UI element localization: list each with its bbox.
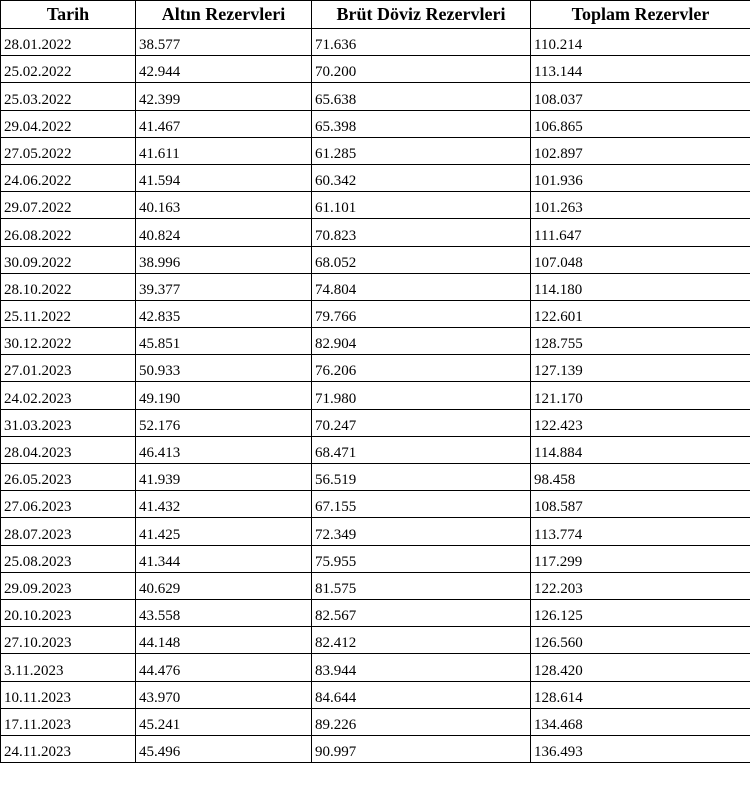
cell-gold-reserves: 42.944 bbox=[136, 56, 312, 83]
table-row bbox=[1, 164, 750, 191]
cell-total-reserves: 98.458 bbox=[531, 464, 750, 491]
cell-gross-fx-reserves: 83.944 bbox=[312, 654, 531, 681]
table-row bbox=[1, 355, 750, 382]
cell-date: 30.12.2022 bbox=[1, 328, 136, 355]
cell-gross-fx-reserves: 79.766 bbox=[312, 300, 531, 327]
cell-total-reserves: 126.125 bbox=[531, 599, 750, 626]
cell-gold-reserves: 43.558 bbox=[136, 599, 312, 626]
header-date: Tarih bbox=[1, 1, 136, 29]
cell-gross-fx-reserves: 67.155 bbox=[312, 491, 531, 518]
cell-gross-fx-reserves: 70.200 bbox=[312, 56, 531, 83]
header-row bbox=[1, 1, 750, 29]
table-row bbox=[1, 56, 750, 83]
header-total-reserves: Toplam Rezervler bbox=[531, 1, 750, 29]
cell-date: 27.05.2022 bbox=[1, 137, 136, 164]
cell-date: 10.11.2023 bbox=[1, 681, 136, 708]
cell-gold-reserves: 38.577 bbox=[136, 29, 312, 56]
cell-gold-reserves: 52.176 bbox=[136, 409, 312, 436]
cell-gold-reserves: 38.996 bbox=[136, 246, 312, 273]
cell-gross-fx-reserves: 65.638 bbox=[312, 83, 531, 110]
header-gross-fx-reserves: Brüt Döviz Rezervleri bbox=[312, 1, 531, 29]
cell-gross-fx-reserves: 71.980 bbox=[312, 382, 531, 409]
cell-gross-fx-reserves: 81.575 bbox=[312, 572, 531, 599]
cell-total-reserves: 108.037 bbox=[531, 83, 750, 110]
cell-total-reserves: 102.897 bbox=[531, 137, 750, 164]
cell-date: 28.07.2023 bbox=[1, 518, 136, 545]
cell-total-reserves: 101.936 bbox=[531, 164, 750, 191]
cell-gross-fx-reserves: 82.904 bbox=[312, 328, 531, 355]
cell-gold-reserves: 41.467 bbox=[136, 110, 312, 137]
cell-date: 25.02.2022 bbox=[1, 56, 136, 83]
table-body bbox=[1, 29, 750, 763]
table-row bbox=[1, 654, 750, 681]
cell-date: 28.01.2022 bbox=[1, 29, 136, 56]
cell-total-reserves: 122.601 bbox=[531, 300, 750, 327]
cell-date: 24.11.2023 bbox=[1, 735, 136, 762]
cell-gold-reserves: 43.970 bbox=[136, 681, 312, 708]
cell-gross-fx-reserves: 75.955 bbox=[312, 545, 531, 572]
cell-total-reserves: 107.048 bbox=[531, 246, 750, 273]
cell-gold-reserves: 39.377 bbox=[136, 273, 312, 300]
cell-gold-reserves: 42.399 bbox=[136, 83, 312, 110]
cell-date: 17.11.2023 bbox=[1, 708, 136, 735]
cell-date: 25.08.2023 bbox=[1, 545, 136, 572]
cell-total-reserves: 128.420 bbox=[531, 654, 750, 681]
cell-total-reserves: 122.423 bbox=[531, 409, 750, 436]
cell-gold-reserves: 46.413 bbox=[136, 436, 312, 463]
table-row bbox=[1, 110, 750, 137]
table-row bbox=[1, 219, 750, 246]
table-row bbox=[1, 409, 750, 436]
table-row bbox=[1, 382, 750, 409]
cell-total-reserves: 114.180 bbox=[531, 273, 750, 300]
cell-gold-reserves: 44.476 bbox=[136, 654, 312, 681]
table-row bbox=[1, 735, 750, 762]
cell-gold-reserves: 49.190 bbox=[136, 382, 312, 409]
cell-total-reserves: 127.139 bbox=[531, 355, 750, 382]
cell-gold-reserves: 44.148 bbox=[136, 627, 312, 654]
cell-gold-reserves: 45.496 bbox=[136, 735, 312, 762]
cell-date: 28.04.2023 bbox=[1, 436, 136, 463]
cell-total-reserves: 108.587 bbox=[531, 491, 750, 518]
cell-gross-fx-reserves: 60.342 bbox=[312, 164, 531, 191]
cell-date: 3.11.2023 bbox=[1, 654, 136, 681]
cell-date: 25.03.2022 bbox=[1, 83, 136, 110]
cell-date: 26.05.2023 bbox=[1, 464, 136, 491]
cell-gross-fx-reserves: 56.519 bbox=[312, 464, 531, 491]
cell-gold-reserves: 45.851 bbox=[136, 328, 312, 355]
cell-gross-fx-reserves: 70.247 bbox=[312, 409, 531, 436]
header-gold-reserves: Altın Rezervleri bbox=[136, 1, 312, 29]
cell-date: 28.10.2022 bbox=[1, 273, 136, 300]
cell-total-reserves: 122.203 bbox=[531, 572, 750, 599]
cell-date: 29.04.2022 bbox=[1, 110, 136, 137]
cell-gross-fx-reserves: 82.412 bbox=[312, 627, 531, 654]
cell-gold-reserves: 41.425 bbox=[136, 518, 312, 545]
cell-total-reserves: 117.299 bbox=[531, 545, 750, 572]
table-row bbox=[1, 137, 750, 164]
cell-total-reserves: 101.263 bbox=[531, 192, 750, 219]
cell-date: 27.06.2023 bbox=[1, 491, 136, 518]
cell-gross-fx-reserves: 68.052 bbox=[312, 246, 531, 273]
cell-total-reserves: 121.170 bbox=[531, 382, 750, 409]
cell-gross-fx-reserves: 76.206 bbox=[312, 355, 531, 382]
cell-gross-fx-reserves: 90.997 bbox=[312, 735, 531, 762]
cell-gold-reserves: 40.629 bbox=[136, 572, 312, 599]
cell-date: 20.10.2023 bbox=[1, 599, 136, 626]
cell-gold-reserves: 41.611 bbox=[136, 137, 312, 164]
cell-gross-fx-reserves: 61.101 bbox=[312, 192, 531, 219]
cell-total-reserves: 126.560 bbox=[531, 627, 750, 654]
cell-gross-fx-reserves: 61.285 bbox=[312, 137, 531, 164]
table-row bbox=[1, 627, 750, 654]
table-header bbox=[1, 1, 750, 29]
table-row bbox=[1, 29, 750, 56]
table-row bbox=[1, 491, 750, 518]
table-row bbox=[1, 436, 750, 463]
cell-date: 30.09.2022 bbox=[1, 246, 136, 273]
table-row bbox=[1, 545, 750, 572]
cell-date: 27.10.2023 bbox=[1, 627, 136, 654]
table-row bbox=[1, 708, 750, 735]
table-row bbox=[1, 300, 750, 327]
cell-gross-fx-reserves: 72.349 bbox=[312, 518, 531, 545]
cell-gold-reserves: 41.594 bbox=[136, 164, 312, 191]
table-row bbox=[1, 599, 750, 626]
cell-gross-fx-reserves: 82.567 bbox=[312, 599, 531, 626]
cell-gross-fx-reserves: 89.226 bbox=[312, 708, 531, 735]
cell-gold-reserves: 40.824 bbox=[136, 219, 312, 246]
cell-gross-fx-reserves: 68.471 bbox=[312, 436, 531, 463]
cell-gold-reserves: 41.432 bbox=[136, 491, 312, 518]
cell-gold-reserves: 42.835 bbox=[136, 300, 312, 327]
cell-gold-reserves: 45.241 bbox=[136, 708, 312, 735]
table-row bbox=[1, 681, 750, 708]
cell-total-reserves: 128.755 bbox=[531, 328, 750, 355]
cell-total-reserves: 106.865 bbox=[531, 110, 750, 137]
cell-gold-reserves: 41.344 bbox=[136, 545, 312, 572]
cell-gross-fx-reserves: 65.398 bbox=[312, 110, 531, 137]
cell-gross-fx-reserves: 84.644 bbox=[312, 681, 531, 708]
cell-date: 24.02.2023 bbox=[1, 382, 136, 409]
cell-gold-reserves: 50.933 bbox=[136, 355, 312, 382]
cell-total-reserves: 111.647 bbox=[531, 219, 750, 246]
cell-gold-reserves: 41.939 bbox=[136, 464, 312, 491]
cell-gross-fx-reserves: 71.636 bbox=[312, 29, 531, 56]
cell-gross-fx-reserves: 70.823 bbox=[312, 219, 531, 246]
cell-date: 26.08.2022 bbox=[1, 219, 136, 246]
cell-total-reserves: 110.214 bbox=[531, 29, 750, 56]
table-row bbox=[1, 273, 750, 300]
cell-total-reserves: 113.774 bbox=[531, 518, 750, 545]
table-row bbox=[1, 83, 750, 110]
table-row bbox=[1, 192, 750, 219]
cell-date: 31.03.2023 bbox=[1, 409, 136, 436]
table-row bbox=[1, 328, 750, 355]
table-row bbox=[1, 572, 750, 599]
cell-date: 29.07.2022 bbox=[1, 192, 136, 219]
cell-date: 29.09.2023 bbox=[1, 572, 136, 599]
table-row bbox=[1, 518, 750, 545]
cell-gross-fx-reserves: 74.804 bbox=[312, 273, 531, 300]
cell-total-reserves: 114.884 bbox=[531, 436, 750, 463]
cell-date: 25.11.2022 bbox=[1, 300, 136, 327]
table-row bbox=[1, 464, 750, 491]
cell-date: 24.06.2022 bbox=[1, 164, 136, 191]
cell-gold-reserves: 40.163 bbox=[136, 192, 312, 219]
cell-total-reserves: 136.493 bbox=[531, 735, 750, 762]
table-row bbox=[1, 246, 750, 273]
cell-total-reserves: 113.144 bbox=[531, 56, 750, 83]
cell-total-reserves: 128.614 bbox=[531, 681, 750, 708]
cell-date: 27.01.2023 bbox=[1, 355, 136, 382]
cell-total-reserves: 134.468 bbox=[531, 708, 750, 735]
